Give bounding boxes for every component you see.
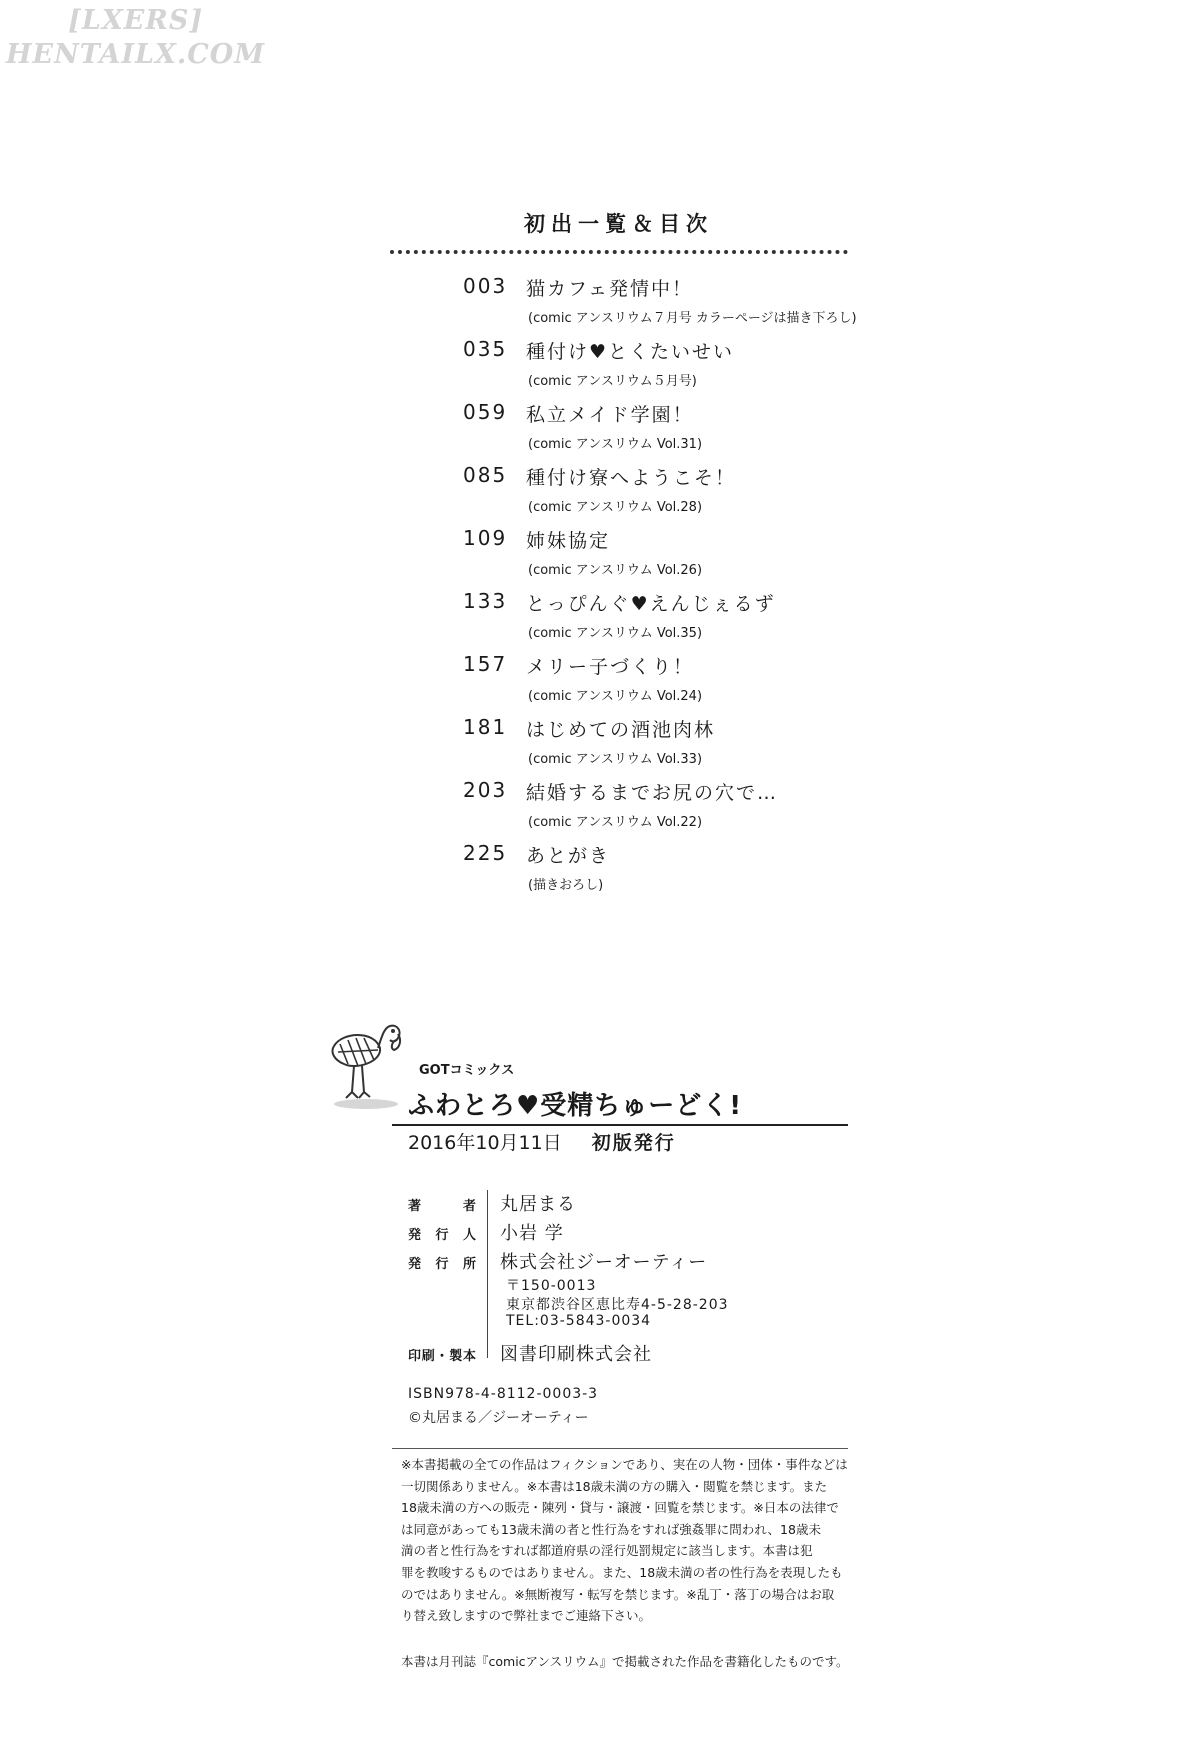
- credit-label: 著者: [408, 1199, 476, 1214]
- notice-line: 罪を教唆するものではありません。また、18歳未満の者の性行為を表現したも: [401, 1564, 843, 1580]
- toc-title: 初出一覧＆目次: [524, 212, 713, 236]
- toc-entry-title: メリー子づくり！: [526, 656, 695, 678]
- toc-entry-title: はじめての酒池肉林: [526, 719, 716, 741]
- toc-entry-title: 姉妹協定: [526, 530, 611, 552]
- publisher-person-name: 小岩 学: [500, 1223, 564, 1244]
- toc-entry-title: 猫カフェ発情中！: [526, 278, 694, 300]
- bird-mascot-icon: [326, 1018, 406, 1113]
- toc-page-number: 085: [463, 463, 508, 487]
- toc-entry-source: (comic アンスリウム Vol.31): [528, 437, 703, 452]
- publisher-postal-code: 〒150-0013: [506, 1278, 597, 1294]
- credit-label: 印刷・製本: [408, 1349, 476, 1364]
- book-title: ふわとろ♥受精ちゅーどく!: [408, 1091, 743, 1121]
- toc-entry-source: (comic アンスリウム Vol.24): [528, 689, 703, 704]
- imprint-label: GOTコミックス: [419, 1063, 515, 1078]
- watermark-line2: HENTAILX.COM: [6, 39, 266, 70]
- toc-page-number: 109: [463, 526, 508, 550]
- publication-date-line: [408, 1128, 676, 1155]
- toc-entry-source: (comic アンスリウム７月号 カラーページは描き下ろし): [528, 311, 857, 326]
- footer-note: 本書は月刊誌『comicアンスリウム』で掲載された作品を書籍化したものです。: [401, 1654, 849, 1669]
- notice-line: は同意があっても13歳未満の者と性行為をすれば強姦罪に問われ、18歳未: [401, 1521, 821, 1537]
- publisher-name: 株式会社ジーオーティー: [500, 1252, 708, 1273]
- toc-entry-title: 結婚するまでお尻の穴で…: [526, 782, 779, 804]
- notice-line: り替え致しますので弊社までご連絡下さい。: [401, 1608, 652, 1624]
- toc-entry-title: 種付け♥とくたいせい: [526, 341, 735, 363]
- edition-label: 初版発行: [591, 1132, 676, 1154]
- toc-entry-source: (comic アンスリウム Vol.26): [528, 563, 703, 578]
- isbn: ISBN978-4-8112-0003-3: [408, 1386, 599, 1402]
- toc-entry-title: 種付け寮へようこそ！: [526, 467, 737, 489]
- title-rule: [392, 1124, 848, 1126]
- toc-page-number: 157: [463, 652, 508, 676]
- notice-rule: [392, 1448, 848, 1449]
- credits-separator: [487, 1190, 488, 1358]
- publisher-tel: TEL:03-5843-0034: [506, 1313, 652, 1329]
- toc-dotted-rule: [390, 250, 848, 254]
- author-name: 丸居まる: [500, 1194, 576, 1215]
- toc-entry-title: とっぴんぐ♥えんじぇるず: [526, 593, 776, 615]
- toc-entry-source: (comic アンスリウム Vol.33): [528, 752, 703, 767]
- notice-line: 18歳未満の方への販売・陳列・貸与・譲渡・回覧を禁じます。※日本の法律で: [401, 1500, 839, 1516]
- toc-entry-source: (comic アンスリウム Vol.22): [528, 815, 703, 830]
- toc-page-number: 003: [463, 274, 508, 298]
- toc-page-number: 225: [463, 841, 508, 865]
- toc-entry-source: (comic アンスリウム Vol.35): [528, 626, 703, 641]
- toc-entry-source: (描きおろし): [528, 878, 604, 893]
- legal-notice: [401, 1454, 849, 1627]
- publication-date: 2016年10月11日: [408, 1132, 562, 1154]
- toc-entry-source: (comic アンスリウム Vol.28): [528, 500, 703, 515]
- toc-page-number: 133: [463, 589, 508, 613]
- toc-entry-source: (comic アンスリウム５月号): [528, 374, 697, 389]
- toc-page-number: 059: [463, 400, 508, 424]
- credit-label: 発行所: [408, 1257, 476, 1272]
- watermark: [6, 4, 265, 72]
- toc-page-number: 203: [463, 778, 508, 802]
- notice-line: のではありません。※無断複写・転写を禁じます。※乱丁・落丁の場合はお取: [401, 1586, 835, 1602]
- notice-line: ※本書掲載の全ての作品はフィクションであり、実在の人物・団体・事件などは: [401, 1457, 848, 1472]
- credit-label: 発行人: [408, 1228, 476, 1243]
- notice-line: 満の者と性行為をすれば都道府県の淫行処罰規定に該当します。本書は犯: [401, 1543, 813, 1559]
- watermark-line1: [LXERS]: [68, 5, 204, 36]
- publisher-address: 東京都渋谷区恵比寿4-5-28-203: [506, 1297, 729, 1313]
- copyright: ©丸居まる／ジーオーティー: [408, 1410, 589, 1426]
- toc-entry-title: 私立メイド学園！: [526, 404, 694, 426]
- toc-page-number: 181: [463, 715, 508, 739]
- printer-name: 図書印刷株式会社: [500, 1344, 652, 1365]
- toc-entry-title: あとがき: [526, 845, 611, 867]
- credit-row-printer: [408, 1340, 808, 1369]
- toc-page-number: 035: [463, 337, 508, 361]
- notice-line: 一切関係ありません。※本書は18歳未満の方の購入・閲覧を禁じます。また: [401, 1478, 828, 1494]
